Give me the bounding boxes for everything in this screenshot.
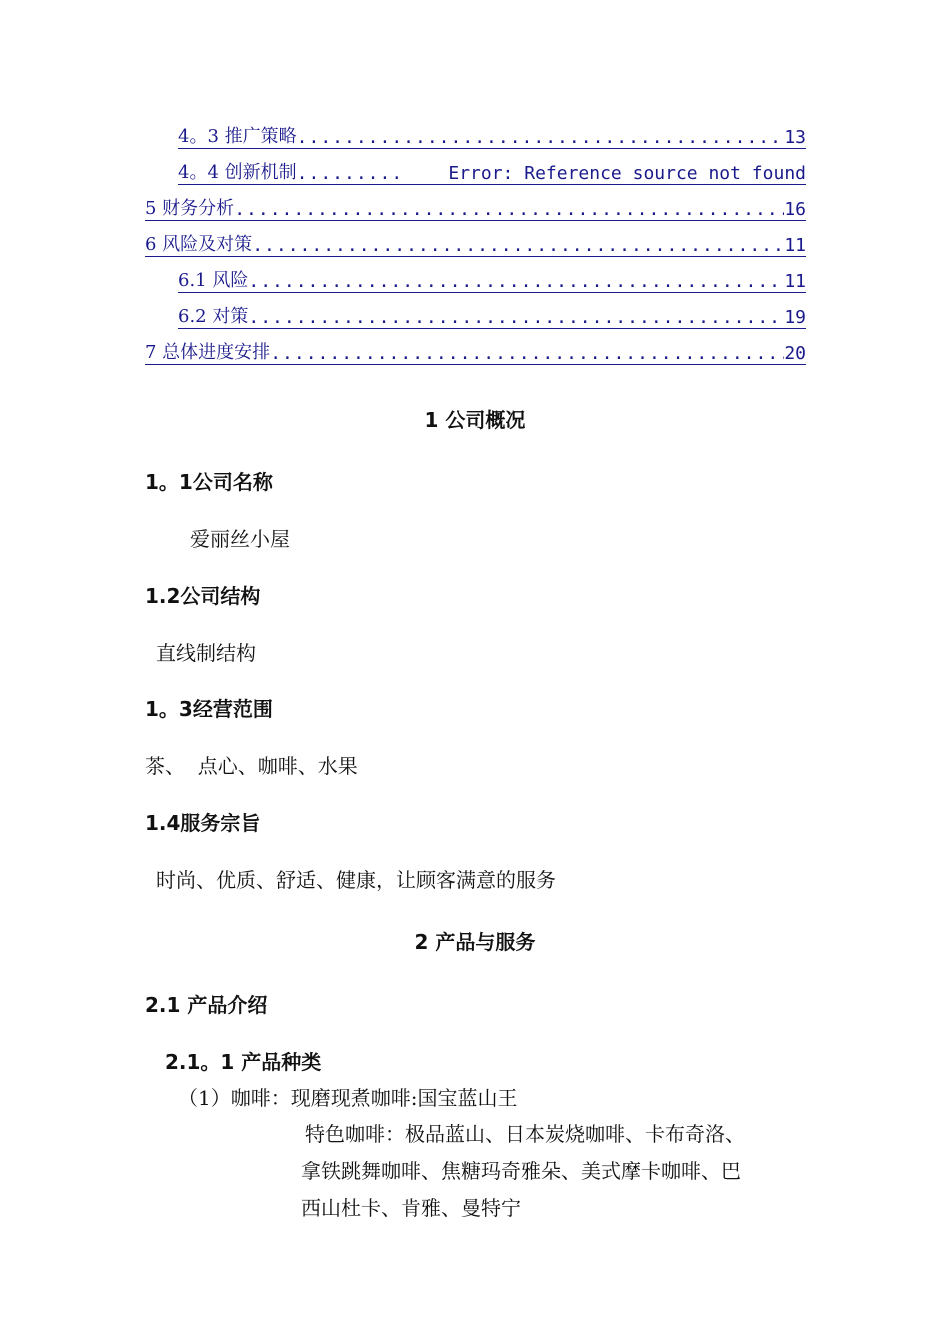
toc-entry-6-2[interactable] [178,304,806,329]
product-item-coffee-line: 西山杜卡、肯雅、曼特宁 [301,1196,521,1220]
toc-entry-label: 4。4 创新机制 [178,162,297,183]
toc-entry-page: 16 [784,199,806,220]
toc-entry-7[interactable] [145,340,806,365]
section-1-2-heading: 1.2公司结构 [145,584,261,608]
business-scope-text: 茶、 点心、咖啡、水果 [145,754,358,778]
toc-entry-label: 4。3 推广策略 [178,126,297,147]
section-1-4-heading: 1.4服务宗旨 [145,811,261,835]
product-item-coffee-line: 拿铁跳舞咖啡、焦糖玛奇雅朵、美式摩卡咖啡、巴 [301,1159,741,1183]
toc-entry-label: 5 财务分析 [145,198,235,219]
section-1-heading: 1 公司概况 [424,408,526,432]
section-1-1-heading: 1。1公司名称 [145,470,273,494]
section-2-1-heading: 2.1 产品介绍 [145,993,268,1017]
company-name-text: 爱丽丝小屋 [190,527,290,551]
toc-entry-page: 11 [784,271,806,292]
toc-entry-page: 13 [784,127,806,148]
product-item-coffee-line: 特色咖啡：极品蓝山、日本炭烧咖啡、卡布奇洛、 [305,1122,745,1146]
toc-entry-label: 7 总体进度安排 [145,342,271,363]
toc-entry-6[interactable] [145,232,806,257]
toc-entry-label: 6.1 风险 [178,270,249,291]
toc-entry-4-3[interactable] [178,124,806,149]
toc-entry-label: 6.2 对策 [178,306,249,327]
toc-entry-label: 6 风险及对策 [145,234,253,255]
toc-entry-page: 11 [784,235,806,256]
section-2-heading: 2 产品与服务 [414,930,536,954]
toc-entry-page: 19 [784,307,806,328]
toc-entry-6-1[interactable] [178,268,806,293]
toc-entry-page: 20 [784,343,806,364]
section-1-3-heading: 1。3经营范围 [145,697,273,721]
product-item-coffee: （1）咖啡：现磨现煮咖啡:国宝蓝山王 [178,1086,518,1110]
toc-entry-4-4[interactable] [178,160,806,185]
toc-entry-page: Error: Reference source not found [448,163,806,184]
service-purpose-text: 时尚、优质、舒适、健康，让顾客满意的服务 [156,868,556,892]
toc-entry-5[interactable] [145,196,806,221]
section-2-1-1-heading: 2.1。1 产品种类 [165,1050,322,1074]
company-structure-text: 直线制结构 [156,641,256,665]
